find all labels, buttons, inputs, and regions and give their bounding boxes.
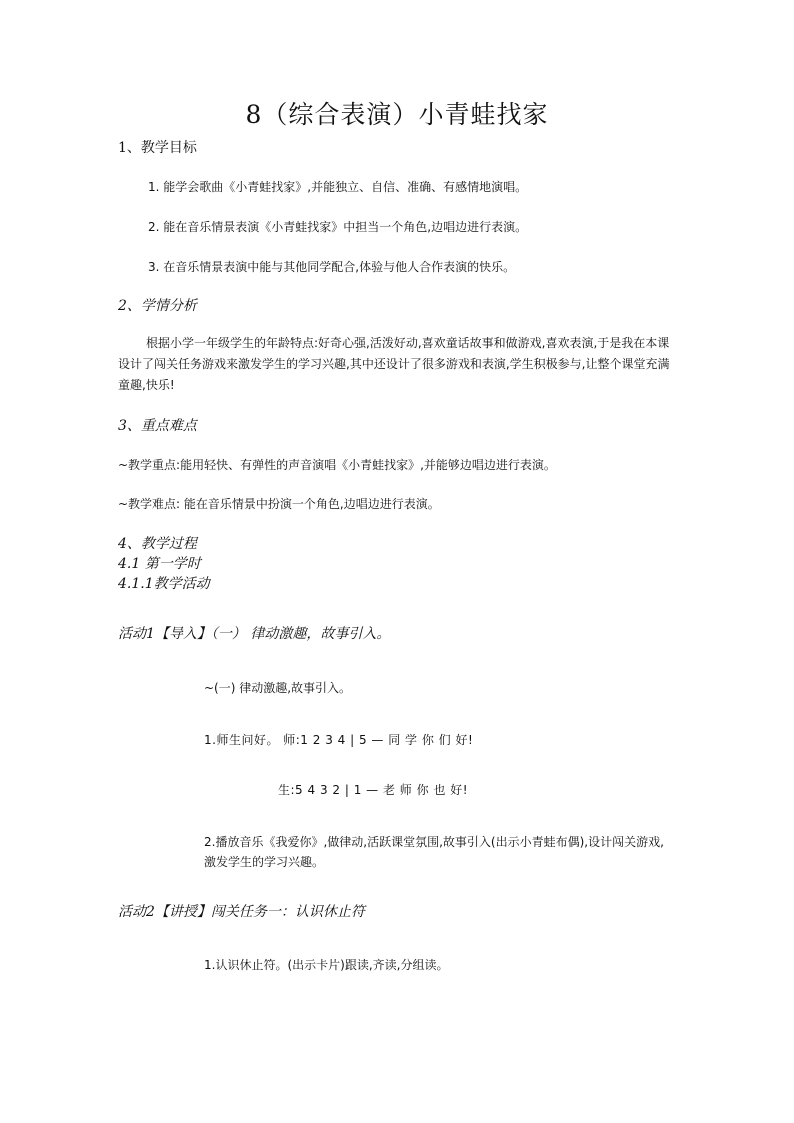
activity-1-music-step: 2.播放音乐《我爱你》,做律动,活跃课堂氛围,故事引入(出示小青蛙布偶),设计闯关游戏,激发学生的学习兴趣。 [204,835,664,869]
section-heading-goals: 1、教学目标 [118,140,197,156]
activity-1-subheading: ~(一) 律动激趣,故事引入。 [204,681,352,695]
activity-1-heading: 活动1【导入】（一） 律动激趣，故事引入。 [118,626,391,642]
greeting-teacher-line: 1.师生问好。 师:1 2 3 4 | 5 — 同 学 你 们 好! [204,733,474,747]
teaching-difficulty: ~教学难点: 能在音乐情景中扮演一个角色,边唱边进行表演。 [118,497,440,511]
activity-2-heading: 活动2【讲授】闯关任务一：认识休止符 [118,904,365,920]
goal-item-3: 3. 在音乐情景表演中能与其他同学配合,体验与他人合作表演的快乐。 [148,260,516,274]
activity-2-item-1: 1.认识休止符。(出示卡片)跟读,齐读,分组读。 [204,958,449,972]
section-heading-keypoints: 3、重点难点 [118,418,197,434]
subheading-teaching-activities: 4.1.1教学活动 [118,576,210,592]
analysis-paragraph: 根据小学一年级学生的年龄特点:好奇心强,活泼好动,喜欢童话故事和做游戏,喜欢表演,于是我在本课设计了闯关任务游戏来激发学生的学习兴趣,其中还设计了很多游戏和表演,学生积极参与,让整个课堂充满童趣,快乐! [118,336,670,392]
document-title: 8（综合表演）小青蛙找家 [245,100,549,129]
section-heading-process: 4、教学过程 [118,536,197,552]
subheading-first-lesson: 4.1 第一学时 [118,556,201,572]
goal-item-2: 2. 能在音乐情景表演《小青蛙找家》中担当一个角色,边唱边进行表演。 [148,220,528,234]
greeting-student-line: 生:5 4 3 2 | 1 — 老 师 你 也 好! [278,783,469,797]
section-heading-analysis: 2、学情分析 [118,298,197,314]
teaching-focus: ~教学重点:能用轻快、有弹性的声音演唱《小青蛙找家》,并能够边唱边进行表演。 [118,458,556,472]
goal-item-1: 1. 能学会歌曲《小青蛙找家》,并能独立、自信、准确、有感情地演唱。 [148,180,528,194]
